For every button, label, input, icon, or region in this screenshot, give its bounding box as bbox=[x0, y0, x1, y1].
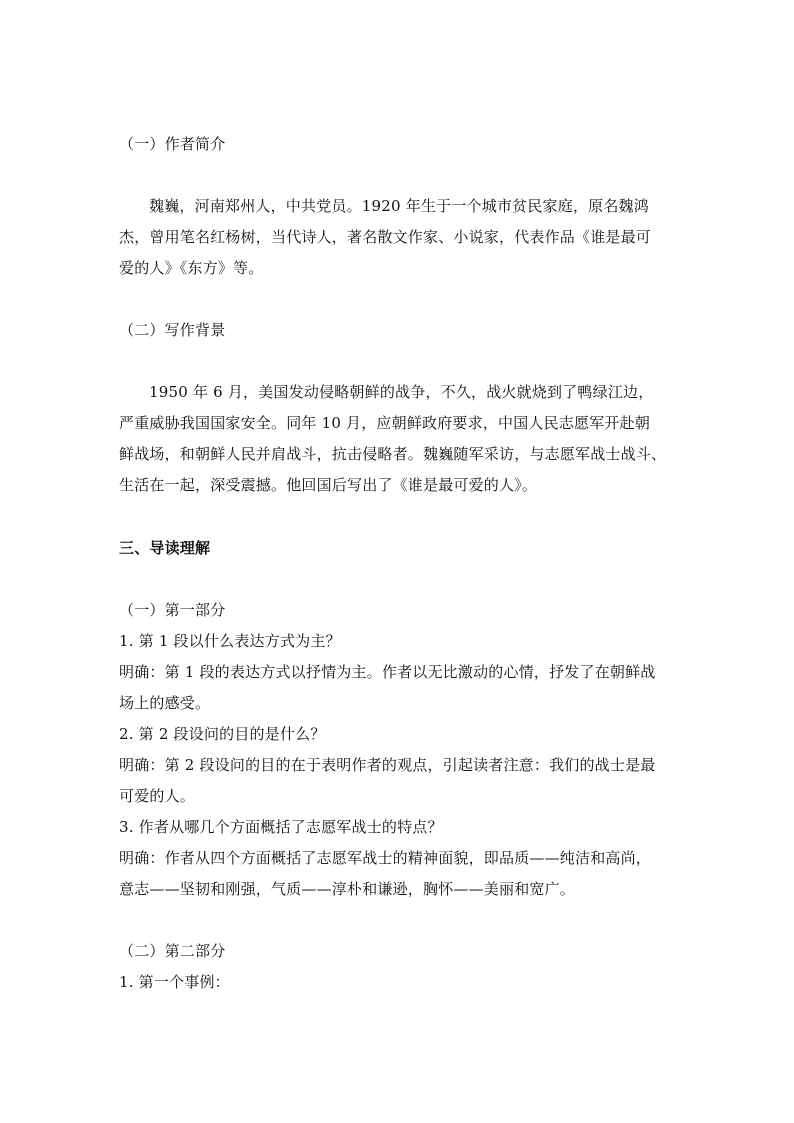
subsection-heading-part1: （一）第一部分 bbox=[119, 601, 226, 619]
question-line: 2. 第 2 段设问的目的是什么？ bbox=[119, 725, 326, 743]
paragraph-line: 魏巍，河南郑州人，中共党员。1920 年生于一个城市贫民家庭，原名魏鸿 bbox=[149, 197, 649, 215]
paragraph-line: 杰，曾用笔名红杨树，当代诗人，著名散文作家、小说家，代表作品《谁是最可 bbox=[119, 228, 652, 246]
answer-line: 意志——坚韧和刚强，气质——淳朴和谦逊，胸怀——美丽和宽广。 bbox=[119, 880, 576, 898]
question-line: 3. 作者从哪几个方面概括了志愿军战士的特点？ bbox=[119, 818, 443, 836]
answer-line: 场上的感受。 bbox=[119, 694, 211, 712]
answer-line: 明确：第 1 段的表达方式以抒情为主。作者以无比激动的心情，抒发了在朝鲜战 bbox=[119, 663, 656, 681]
paragraph-line: 鲜战场，和朝鲜人民并肩战斗，抗击侵略者。魏巍随军采访，与志愿军战士战斗、 bbox=[119, 445, 667, 463]
paragraph-line: 爱的人》《东方》等。 bbox=[119, 259, 264, 277]
paragraph-line: 严重威胁我国国家安全。同年 10 月，应朝鲜政府要求，中国人民志愿军开赴朝 bbox=[119, 414, 651, 432]
question-line: 1. 第 1 段以什么表达方式为主？ bbox=[119, 632, 341, 650]
answer-line: 明确：第 2 段设问的目的在于表明作者的观点，引起读者注意：我们的战士是最 bbox=[119, 756, 656, 774]
section-heading-author-intro: （一）作者简介 bbox=[119, 135, 226, 153]
paragraph-line: 1950 年 6 月，美国发动侵略朝鲜的战争，不久，战火就烧到了鸭绿江边， bbox=[149, 383, 654, 401]
question-line: 1. 第一个事例： bbox=[119, 973, 230, 991]
paragraph-line: 生活在一起，深受震撼。他回国后写出了《谁是最可爱的人》。 bbox=[119, 476, 538, 494]
section-heading-background: （二）写作背景 bbox=[119, 321, 226, 339]
section-title-guide: 三、导读理解 bbox=[119, 539, 211, 557]
answer-line: 可爱的人。 bbox=[119, 787, 196, 805]
subsection-heading-part2: （二）第二部分 bbox=[119, 942, 226, 960]
answer-line: 明确：作者从四个方面概括了志愿军战士的精神面貌，即品质——纯洁和高尚， bbox=[119, 849, 652, 867]
